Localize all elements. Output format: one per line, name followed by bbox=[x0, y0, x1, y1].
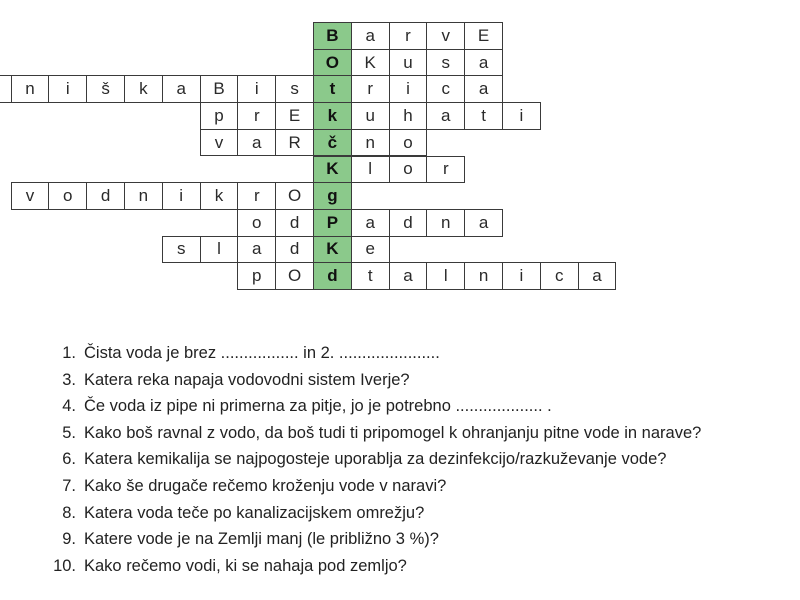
crossword-cell: a bbox=[464, 75, 503, 103]
crossword-cell: o bbox=[389, 156, 428, 184]
crossword-cell: n bbox=[124, 182, 163, 210]
crossword-cell: o bbox=[48, 182, 87, 210]
question-item bbox=[38, 367, 798, 394]
crossword-cell: E bbox=[275, 102, 314, 130]
crossword-cell: u bbox=[389, 49, 428, 77]
question-text: Katere vode je na Zemlji manj (le približno 3 %)? bbox=[84, 530, 439, 549]
crossword-cell: a bbox=[426, 102, 465, 130]
crossword-key-cell: K bbox=[313, 156, 352, 184]
question-number: 7. bbox=[62, 476, 76, 495]
crossword-cell: a bbox=[351, 22, 390, 50]
question-text: Katera reka napaja vodovodni sistem Iverje? bbox=[84, 370, 410, 389]
crossword-cell: p bbox=[237, 262, 276, 290]
question-number: 10. bbox=[53, 556, 76, 575]
crossword-cell: d bbox=[275, 236, 314, 264]
crossword-cell: o bbox=[237, 209, 276, 237]
crossword-cell: a bbox=[464, 49, 503, 77]
crossword-cell: B bbox=[200, 75, 239, 103]
crossword-cell: l bbox=[351, 156, 390, 184]
question-item bbox=[38, 393, 798, 420]
crossword-cell: u bbox=[351, 102, 390, 130]
crossword-key-cell: č bbox=[313, 129, 352, 157]
crossword-cell: k bbox=[124, 75, 163, 103]
crossword-cell: l bbox=[200, 236, 239, 264]
crossword-cell: i bbox=[502, 262, 541, 290]
crossword-cell: v bbox=[426, 22, 465, 50]
crossword-cell: p bbox=[200, 102, 239, 130]
crossword-key-cell: k bbox=[313, 102, 352, 130]
question-number: 8. bbox=[62, 503, 76, 522]
crossword-cell: d bbox=[389, 209, 428, 237]
crossword-cell: r bbox=[237, 102, 276, 130]
question-text: Če voda iz pipe ni primerna za pitje, jo je potrebno ................... . bbox=[84, 397, 552, 416]
crossword-cell: v bbox=[11, 182, 50, 210]
question-list bbox=[38, 340, 798, 579]
crossword-cell: a bbox=[237, 129, 276, 157]
question-text: Kako boš ravnal z vodo, da boš tudi ti pripomogel k ohranjanju pitne vode in narave? bbox=[84, 423, 702, 442]
crossword-cell: s bbox=[275, 75, 314, 103]
crossword-cell: i bbox=[389, 75, 428, 103]
crossword-cell: O bbox=[275, 262, 314, 290]
question-item bbox=[38, 340, 798, 367]
question-item bbox=[38, 420, 798, 447]
question-text: Kako rečemo vodi, ki se nahaja pod zemljo? bbox=[84, 556, 407, 575]
question-number: 6. bbox=[62, 450, 76, 469]
crossword-cell: i bbox=[237, 75, 276, 103]
crossword-cell: s bbox=[426, 49, 465, 77]
crossword-cell: n bbox=[11, 75, 50, 103]
question-item bbox=[38, 446, 798, 473]
crossword-cell: i bbox=[162, 182, 201, 210]
crossword-cell: i bbox=[48, 75, 87, 103]
crossword-cell: t bbox=[351, 262, 390, 290]
crossword-cell: K bbox=[351, 49, 390, 77]
crossword-cell: c bbox=[426, 75, 465, 103]
question-item bbox=[38, 473, 798, 500]
crossword-cell: c bbox=[540, 262, 579, 290]
crossword-cell: r bbox=[389, 22, 428, 50]
crossword-cell: a bbox=[389, 262, 428, 290]
crossword-cell: i bbox=[502, 102, 541, 130]
question-number: 4. bbox=[62, 397, 76, 416]
crossword-key-cell: P bbox=[313, 209, 352, 237]
question-number: 1. bbox=[62, 344, 76, 362]
crossword-cell: r bbox=[426, 156, 465, 184]
crossword-key-cell: O bbox=[313, 49, 352, 77]
crossword-cell: v bbox=[200, 129, 239, 157]
crossword-key-cell: d bbox=[313, 262, 352, 290]
question-item bbox=[38, 526, 798, 553]
crossword-cell: a bbox=[351, 209, 390, 237]
crossword-cell: o bbox=[389, 129, 428, 157]
crossword-cell: š bbox=[86, 75, 125, 103]
crossword-cell: d bbox=[86, 182, 125, 210]
crossword-cell: a bbox=[578, 262, 617, 290]
crossword-cell: r bbox=[351, 75, 390, 103]
crossword-cell: a bbox=[162, 75, 201, 103]
crossword-key-cell: t bbox=[313, 75, 352, 103]
crossword-cell: t bbox=[464, 102, 503, 130]
crossword-cell: n bbox=[351, 129, 390, 157]
question-item bbox=[38, 500, 798, 527]
crossword-cell: h bbox=[389, 102, 428, 130]
question-text: Katera kemikalija se najpogosteje uporablja za dezinfekcijo/razkuževanje vode? bbox=[84, 450, 667, 469]
question-item bbox=[38, 553, 798, 580]
crossword-cell: R bbox=[275, 129, 314, 157]
crossword-cell: a bbox=[464, 209, 503, 237]
crossword-cell: d bbox=[275, 209, 314, 237]
crossword-cell: O bbox=[275, 182, 314, 210]
crossword-cell: n bbox=[426, 209, 465, 237]
crossword-cell: k bbox=[200, 182, 239, 210]
crossword-cell: s bbox=[162, 236, 201, 264]
crossword-cell: E bbox=[464, 22, 503, 50]
question-text: Katera voda teče po kanalizacijskem omrežju? bbox=[84, 503, 425, 522]
crossword-cell: r bbox=[237, 182, 276, 210]
crossword-cell: l bbox=[426, 262, 465, 290]
question-number: 3. bbox=[62, 370, 76, 389]
question-number: 5. bbox=[62, 423, 76, 442]
crossword-key-cell: K bbox=[313, 236, 352, 264]
crossword-cell: a bbox=[237, 236, 276, 264]
crossword-cell: n bbox=[464, 262, 503, 290]
crossword-key-cell: g bbox=[313, 182, 352, 210]
crossword-cell: e bbox=[351, 236, 390, 264]
crossword-key-cell: B bbox=[313, 22, 352, 50]
question-text: Čista voda je brez ................. in 2. ...................... bbox=[84, 344, 440, 362]
question-text: Kako še drugače rečemo kroženju vode v naravi? bbox=[84, 476, 447, 495]
question-number: 9. bbox=[62, 530, 76, 549]
